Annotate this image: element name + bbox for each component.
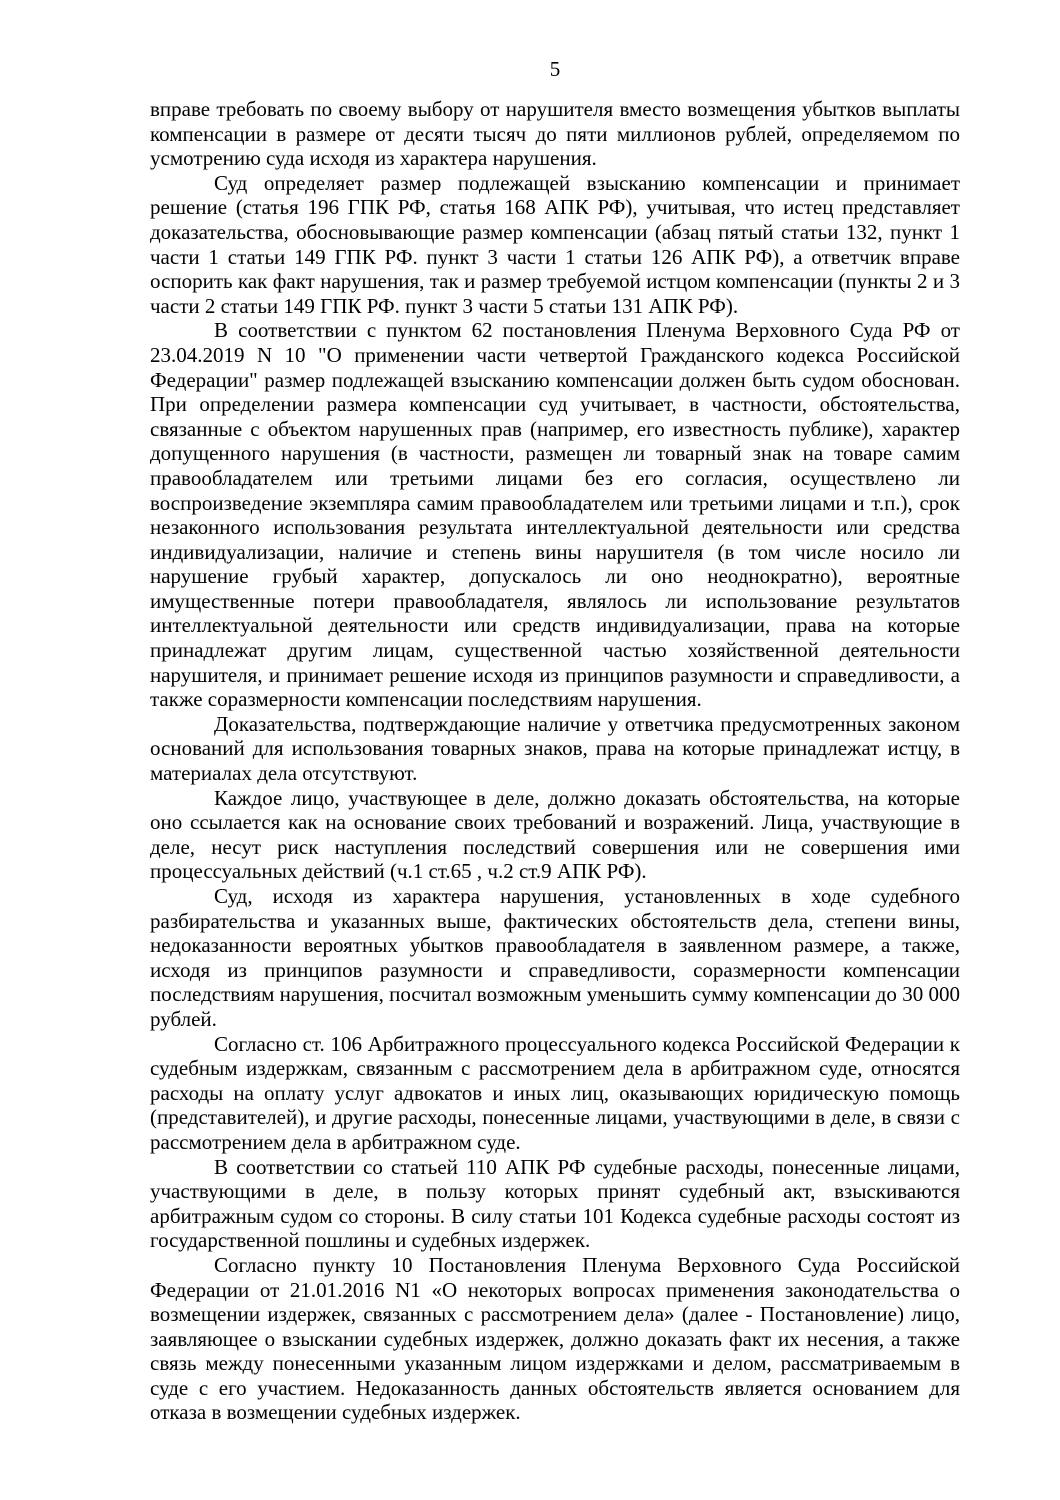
paragraph: Доказательства, подтверждающие наличие у ответчика предусмотренных законом оснований для использования товарных знаков, права на которые принадлежат истцу, в материалах дела отсутствуют. xyxy=(150,711,960,786)
document-body xyxy=(150,97,960,1425)
paragraph: Каждое лицо, участвующее в деле, должно доказать обстоятельства, на которые оно ссылается как на основание своих требований и возражений. Лица, участвующие в деле, несут риск наступления последствий совершения или не совершения ими процессуальных действий (ч.1 ст.65 , ч.2 ст.9 АПК РФ). xyxy=(150,785,960,884)
paragraph: Согласно пункту 10 Постановления Пленума Верховного Суда Российской Федерации от 21.01.2016 N1 «О некоторых вопросах применения законодательства о возмещении издержек, связанных с рассмотрением дела» (далее - Постановление) лицо, заявляющее о взыскании судебных издержек, должно доказать факт их несения, а также связь между понесенными указанным лицом издержками и делом, рассматриваемым в суде с его участием. Недоказанность данных обстоятельств является основанием для отказа в возмещении судебных издержек. xyxy=(150,1252,960,1425)
paragraph: Суд определяет размер подлежащей взысканию компенсации и принимает решение (статья 196 ГПК РФ, статья 168 АПК РФ), учитывая, что истец представляет доказательства, обосновывающие размер компенсации (абзац пятый статьи 132, пункт 1 части 1 статьи 149 ГПК РФ. пункт 3 части 1 статьи 126 АПК РФ), а ответчик вправе оспорить как факт нарушения, так и размер требуемой истцом компенсации (пункты 2 и 3 части 2 статьи 149 ГПК РФ. пункт 3 части 5 статьи 131 АПК РФ). xyxy=(150,170,960,318)
paragraph-continuation: вправе требовать по своему выбору от нарушителя вместо возмещения убытков выплаты компенсации в размере от десяти тысяч до пяти миллионов рублей, определяемом по усмотрению суда исходя из характера нарушения. xyxy=(150,97,960,171)
page-number: 5 xyxy=(549,57,561,81)
paragraph: В соответствии со статьей 110 АПК РФ судебные расходы, понесенные лицами, участвующими в деле, в пользу которых принят судебный акт, взыскиваются арбитражным судом со стороны. В силу статьи 101 Кодекса судебные расходы состоят из государственной пошлины и судебных издержек. xyxy=(150,1154,960,1253)
paragraph: Согласно ст. 106 Арбитражного процессуального кодекса Российской Федерации к судебным издержкам, связанным с рассмотрением дела в арбитражном суде, относятся расходы на оплату услуг адвокатов и иных лиц, оказывающих юридическую помощь (представителей), и другие расходы, понесенные лицами, участвующими в деле, в связи с рассмотрением дела в арбитражном суде. xyxy=(150,1031,960,1154)
paragraph: В соответствии с пунктом 62 постановления Пленума Верховного Суда РФ от 23.04.2019 N 10 "О применении части четвертой Гражданского кодекса Российской Федерации" размер подлежащей взысканию компенсации должен быть судом обоснован. При определении размера компенсации суд учитывает, в частности, обстоятельства, связанные с объектом нарушенных прав (например, его известность публике), характер допущенного нарушения (в частности, размещен ли товарный знак на товаре самим правообладателем или третьими лицами без его согласия, осуществлено ли воспроизведение экземпляра самим правообладателем или третьими лицами и т.п.), срок незаконного использования результата интеллектуальной деятельности или средства индивидуализации, наличие и степень вины нарушителя (в том числе носило ли нарушение грубый характер, допускалось ли оно неоднократно), вероятные имущественные потери правообладателя, являлось ли использование результатов интеллектуальной деятельности или средств индивидуализации, права на которые принадлежат другим лицам, существенной частью хозяйственной деятельности нарушителя, и принимает решение исходя из принципов разумности и справедливости, а также соразмерности компенсации последствиям нарушения. xyxy=(150,318,960,712)
paragraph: Суд, исходя из характера нарушения, установленных в ходе судебного разбирательства и указанных выше, фактических обстоятельств дела, степени вины, недоказанности вероятных убытков правообладателя в заявленном размере, а также, исходя из принципов разумности и справедливости, соразмерности компенсации последствиям нарушения, посчитал возможным уменьшить сумму компенсации до 30 000 рублей. xyxy=(150,884,960,1031)
